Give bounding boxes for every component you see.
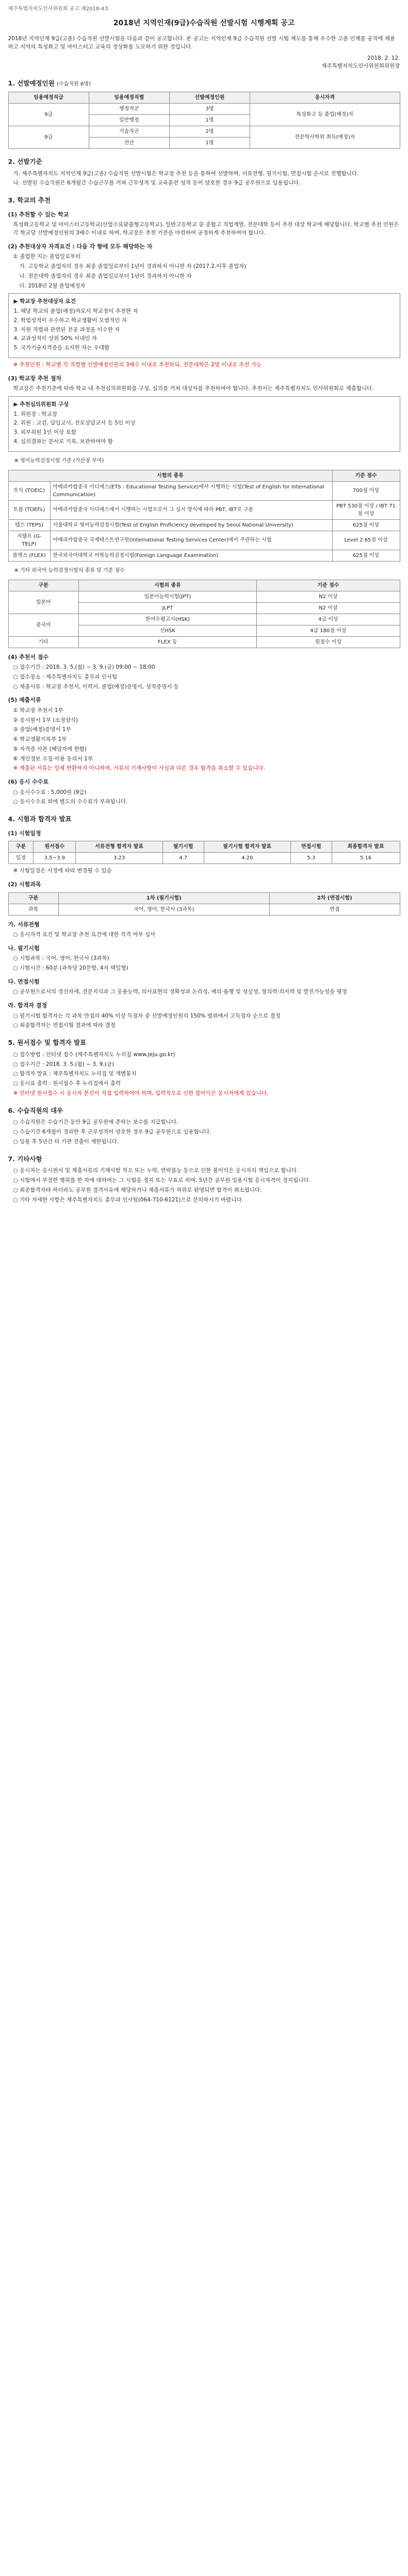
table-caption: ※ 기타 외국어 능력검정시험의 종류 및 기준 점수 [14,567,125,573]
subheading: (2) 추천대상자 자격요건 : 다음 각 항에 모두 해당하는 자 [8,243,153,250]
subjects-table [8,892,400,916]
table-caption: ※ 영어능력검정시험 기준 (가산점 부여) [14,457,104,464]
list-item: 다. 2018년 2월 졸업예정자 [19,282,86,289]
table-row: 토플 (TOEFL) 아메리카합중국 이디에스에서 시행하는 시험으로서 그 실시 방식에 따라 PBT, IBT로 구분 PBT 530점 이상 / IBT 71점 이상 [8,500,400,519]
subheading: (1) 추천할 수 있는 학교 [8,211,69,218]
subheading: 다. 면접시험 [8,978,40,985]
paragraph: ○ 응시수수료 : 5,000원 (9급) [13,789,87,795]
table-header: 2차 (면접시험) [270,892,400,904]
table-row: 기타 FLEX 등 원점수 이상 [8,636,400,648]
subheading: 라. 합격자 결정 [8,1002,47,1009]
table-row: 토익 (TOEIC) 아메리카합중국 이디에스(ETS : Educational Testing Service)에서 시행하는 시험(Test of English for International Communication) 700점 이상 [8,481,400,500]
paragraph: ○ 시험과목 : 국어, 영어, 한국사 (3과목) [13,955,109,962]
requirement-box: ▶ 학교장 추천대상자 요건 1. 해당 학교의 졸업(예정)자로서 학교장이 추천한 자 2. 학업성적이 우수하고 학교생활이 모범적인 자 3. 지원 직렬과 관련된 전공 과정을 이수한 자 4. 교과성적이 상위 50% 이내인 자 5. 국가기술자격증을 소지한 자는 우대함 [8,293,400,358]
table-header: 최종합격자 발표 [332,841,400,853]
subheading: (5) 제출서류 [8,697,41,704]
list-item: 4. 심의결과는 문서로 기록, 보관하여야 함 [13,438,113,445]
criteria-item: 가. 제주특별자치도 지역인재 9급(고졸) 수습직원 선발시험은 학교장 추천 등을 통하여 선발하며, 서류전형, 필기시험, 면접시험 순서로 진행합니다. [13,170,359,177]
subheading: 나. 필기시험 [8,944,40,952]
list-item: 2. 학업성적이 우수하고 학교생활이 모범적인 자 [13,317,127,324]
paragraph: ○ 공무원으로서의 정신자세, 전문지식과 그 응용능력, 의사표현의 정확성과 논리성, 예의·품행 및 성실성, 창의력·의지력 및 발전가능성을 평정 [13,989,347,995]
paragraph: ○ 응시자격 요건 및 학교장 추천 요건에 대한 적격 여부 심사 [13,931,156,938]
document-page [8,0,400,1204]
table-row: JLPT N2 이상 [8,602,400,614]
paragraph: ○ 시험시간 : 60분 (과목당 20문항, 4지 택일형) [13,965,128,971]
list-item: 5. 국가기술자격증을 소지한 자는 우대함 [13,345,110,351]
table-row: 중국어 한어수평고시(HSK) 4급 이상 [8,614,400,625]
table-row: 지텔프 (G-TELP) 아메리카합중국 국제테스트연구원(International Testing Services Center)에서 주관하는 시험 Level 2 65점 이상 [8,531,400,550]
list-item: ○ 응시표 출력 : 원서접수 후 누리집에서 출력 [13,1080,121,1087]
paragraph: 특성화고등학교 및 마이스터고등학교(산업수요맞춤형고등학교), 일반고등학교 중 종합고 직업계열, 전문대학 등이 추천 대상 학교에 해당합니다. 학교별 추천 인원은 각 학교당 선발예정인원의 3배수 이내로 하며, 학교장은 추천 기준을 마련하여 공정하게 추천하여야 합니다. [13,222,399,236]
subheading: (6) 응시 수수료 [8,778,48,785]
list-item: ② 응시원서 1부 (소정양식) [13,717,78,723]
list-item: ⑥ 개인정보 수집·이용 동의서 1부 [13,755,93,762]
list-item: ○ 기타 자세한 사항은 제주특별자치도 총무과 인사팀(064-710-6121)으로 문의하시기 바랍니다. [13,1196,243,1203]
table-header: 응시자격 [250,92,400,103]
section-heading-perks: 6. 수습직원의 대우 [8,1106,63,1114]
table-header: 필기시험 합격자 발표 [204,841,290,853]
table-row: 플렉스 (FLEX) 한국외국어대학교 어학능력검정시험(Foreign Language Examination) 625점 이상 [8,550,400,561]
list-item: ○ 최종합격자라 하더라도 공무원 결격사유에 해당하거나 제출서류가 허위로 판명되면 합격이 취소됩니다. [13,1187,262,1193]
subheading: (3) 학교장 추천 절차 [8,375,62,382]
section-heading-application: 5. 원서접수 및 합격자 발표 [8,1039,87,1046]
section-heading-exam: 4. 시험과 합격자 발표 [8,815,72,823]
table-header: 서류전형 합격자 발표 [76,841,162,853]
table-header: 구분 [8,841,34,853]
table-row: 9급 행정직군 3명 특성화고 등 졸업(예정)자 [8,103,400,114]
note: ※ 시험일정은 사정에 따라 변경될 수 있음 [13,868,112,874]
section-heading-misc: 7. 기타사항 [8,1155,42,1163]
list-item: ○ 응시자는 응시원서 및 제출서류의 기재사항 착오 또는 누락, 연락불능 등으로 인한 불이익은 응시자의 책임으로 합니다. [13,1167,299,1174]
paragraph: ○ 응시수수료 외에 별도의 수수료가 부과됩니다. [13,799,128,805]
table-header: 기준 점수 [332,470,400,481]
list-item: 3. 지원 직렬과 관련된 전공 과정을 이수한 자 [13,326,120,333]
committee-box: ▶ 추천심의위원회 구성 1. 위원장 : 학교장 2. 위원 : 교감, 담임교사, 진로상담교사 등 5인 이상 3. 외부위원 1인 이상 포함 4. 심의결과는 문서로 기록, 보관하여야 함 [8,396,400,452]
table-header: 시험의 종류 [8,470,332,481]
list-item: ③ 졸업(예정)증명서 1부 [13,726,71,733]
paragraph: ① 졸업한 지는 졸업일로부터 [13,253,81,260]
list-item: 가. 고등학교 졸업자의 경우 최종 졸업일로부터 1년이 경과하지 아니한 자 (2017.2.이후 졸업자) [19,263,247,269]
list-item: ○ 접수방법 : 인터넷 접수 (제주특별자치도 누리집 www.jeju.go.kr) [13,1051,175,1058]
list-item: ○ 임용 후 5년간 타 기관 전출이 제한됩니다. [13,1138,119,1145]
list-item: 4. 교과성적이 상위 50% 이내인 자 [13,335,97,342]
table-header: 시험의 종류 [78,580,257,591]
intro-paragraph: 2018년 지역인재 9급(고졸) 수습직원 선발시험을 다음과 같이 공고합니다. 본 공고는 지역인재 9급 수습직원 선발 시험 제도를 통해 우수한 고졸 인재를 공직에 채용하고 지역의 특성화고 및 마이스터고 교육의 정상화를 도모하기 위한 것입니다. [8,36,396,50]
table-header: 구분 [8,580,78,591]
list-item: 3. 외부위원 1인 이상 포함 [13,429,76,435]
table-header: 면접시험 [290,841,332,853]
table-header: 구분 [8,892,58,904]
foreign-lang-table [8,580,400,648]
list-item: ○ 접수기간 : 2018. 3. 5.(월) ~ 3. 9.(금) [13,1061,115,1067]
note: ※ 인터넷 원서접수 시 응시자 본인이 직접 입력하여야 하며, 입력착오로 인한 불이익은 응시자에게 있습니다. [13,1090,269,1096]
section-heading-recommendation: 3. 학교의 추천 [8,196,51,204]
table-header: 기준 점수 [257,580,400,591]
page-title: 2018년 지역인재(9급)수습직원 선발시험 시행계획 공고 [113,19,295,27]
list-item: 1. 위원장 : 학교장 [13,411,57,417]
table-row: 일본어 일본어능력시험(JPT) N2 이상 [8,591,400,602]
list-item: ○ 접수기간 : 2018. 3. 5.(월) ~ 3. 9.(금) 09:00 ~ 18:00 [13,664,155,670]
list-item: 2. 위원 : 교감, 담임교사, 진로상담교사 등 5인 이상 [13,420,136,427]
section-heading-criteria: 2. 선발기준 [8,157,42,165]
subheading: (1) 시험일정 [8,829,41,837]
table-header: 필기시험 [162,841,204,853]
list-item: ○ 합격자 발표 : 제주특별자치도 누리집 및 개별통지 [13,1071,137,1077]
table-row: 일정 3.5~3.9 3.23 4.7 4.20 5.3 5.16 [8,853,400,864]
note: ※ 추천인원 : 학교별 각 직렬별 선발예정인원의 3배수 이내로 추천하되, 전문대학은 2명 이내로 추천 가능 [13,361,262,368]
list-item: 1. 해당 학교의 졸업(예정)자로서 학교장이 추천한 자 [13,308,138,314]
table-header: 임용예정직급 [8,92,89,103]
list-item: ○ 수습기간 6개월이 경과한 후 근무성적이 양호한 경우 9급 공무원으로 임용합니다. [13,1129,211,1135]
list-item: ○ 접수장소 : 제주특별자치도 총무과 인사팀 [13,673,118,680]
list-item: 나. 전문대학 졸업자의 경우 최종 졸업일로부터 1년이 경과하지 아니한 자 [19,273,192,279]
table-row: 일반행정 1명 [8,114,400,126]
schedule-table [8,841,400,864]
criteria-item: 나. 선발된 수습직원은 6개월간 수습근무를 거쳐 근무성적 및 교육훈련 성적 등이 양호한 경우 9급 공무원으로 임용됩니다. [13,180,301,187]
list-item: ⑤ 자격증 사본 (해당자에 한함) [13,745,87,752]
list-item: ④ 학교생활기록부 1부 [13,736,67,742]
list-item: ○ 제출서류 : 학교장 추천서, 이력서, 졸업(예정)증명서, 성적증명서 등 [13,683,179,690]
table-row: 신HSK 4급 180점 이상 [8,625,400,636]
english-test-table [8,470,400,562]
list-item: ○ 시험에서 부정한 행위를 한 자에 대하여는 그 시험을 정지 또는 무효로 하며, 5년간 공무원 임용시험 응시자격이 정지됩니다. [13,1177,311,1183]
note: ※ 제출된 서류는 일체 반환하지 아니하며, 서류의 기재사항이 사실과 다른 경우 합격을 취소할 수 있습니다. [13,765,265,772]
section-heading-quota: 1. 선발예정인원 (수습직원 6명) [8,79,91,87]
notice-number: 제주특별자치도인사위원회 공고 제2018-4호 [8,6,109,12]
issuing-org: 제주특별자치도인사위원회위원장 [321,63,400,70]
table-row: 9급 기술직군 2명 전문학사학위 취득(예정)자 [8,126,400,137]
list-item: ○ 수습직원은 수습기간 동안 9급 공무원에 준하는 보수를 지급합니다. [13,1119,178,1126]
subheading: (4) 추천서 접수 [8,653,48,660]
subheading: (2) 시험과목 [8,881,41,888]
table-header: 임용예정직렬 [89,92,169,103]
paragraph: ○ 필기시험 합격자는 각 과목 만점의 40% 이상 득점자 중 선발예정인원의 150% 범위에서 고득점자 순으로 결정 [13,1012,281,1019]
paragraph: 학교장은 추천기준에 따라 학교 내 추천심의위원회를 구성, 심의를 거쳐 대상자를 추천하여야 합니다. 추천서는 제주특별자치도 인사위원회로 제출합니다. [13,385,374,392]
table-row: 과목 국어, 영어, 한국사 (3과목) 면접 [8,904,400,915]
subheading: 가. 서류전형 [8,921,40,928]
notice-date: 2018. 2. 12. [367,55,400,61]
table-row: 텝스 (TEPS) 서울대학교 영어능력검정시험(Test of English Proficiency developed by Seoul National University) 625점 이상 [8,519,400,531]
table-header: 원서접수 [34,841,76,853]
list-item: ① 학교장 추천서 1부 [13,707,63,714]
quota-table [8,92,400,149]
table-row: 전산 1명 [8,137,400,148]
table-header: 선발예정인원 [169,92,250,103]
paragraph: ○ 최종합격자는 면접시험 결과에 따라 결정 [13,1022,116,1029]
table-header: 1차 (필기시험) [58,892,270,904]
